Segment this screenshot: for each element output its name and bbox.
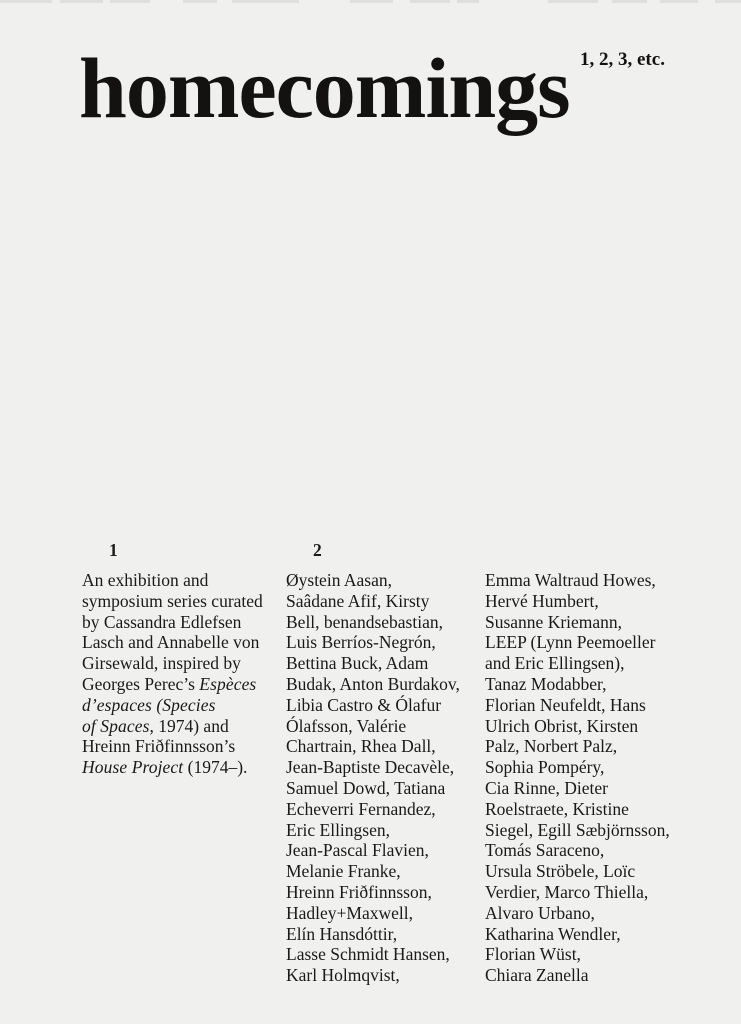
scan-artifact-dash [410,0,450,3]
scan-artifact-dash [60,0,103,3]
column-participants-2-number [485,540,685,561]
scan-artifact-dash [457,0,479,3]
scan-artifact-dash [660,0,698,3]
scan-artifact-dash [548,0,598,3]
scan-artifact-dash [0,0,52,3]
column-participants-1 [286,540,486,986]
column-intro-text: An exhibition and symposium series curated by Cassandra Edlefsen Lasch and Annabelle von Girsewald, inspired by Georges Perec’s Espèces d’espaces (Species of Spaces, 1974) and Hreinn Friðfinnsson’s House Project (1974–). [82,570,263,778]
scan-artifact-dash [110,0,150,3]
scan-artifact-row [0,0,741,5]
column-participants-1-text: Øystein Aasan, Saâdane Afif, Kirsty Bell, benandsebastian, Luis Berríos-Negrón, Bettina Buck, Adam Budak, Anton Burdakov, Libia Castro & Ólafur Ólafsson, Valérie Chartrain, Rhea Dall, Jean-Baptiste Decavèle, Samuel Dowd, Tatiana Echeverri Fernandez, Eric Ellingsen, Jean-Pascal Flavien, Melanie Franke, Hreinn Friðfinnsson, Hadley+Maxwell, Elín Hansdóttir, Lasse Schmidt Hansen, Karl Holmqvist, [286,570,460,986]
scan-artifact-dash [232,0,299,3]
scan-artifact-dash [612,0,647,3]
column-participants-2-text: Emma Waltraud Howes, Hervé Humbert, Susanne Kriemann, LEEP (Lynn Peemoeller and Eric Ellingsen), Tanaz Modabber, Florian Neufeldt, Hans Ulrich Obrist, Kirsten Palz, Norbert Palz, Sophia Pompéry, Cia Rinne, Dieter Roelstraete, Kristine Siegel, Egill Sæbjörnsson, Tomás Saraceno, Ursula Ströbele, Loïc Verdier, Marco Thiella, Alvaro Urbano, Katharina Wendler, Florian Wüst, Chiara Zanella [485,570,670,986]
scan-artifact-dash [715,0,741,3]
column-participants-2 [485,540,685,986]
column-intro [82,540,282,778]
column-intro-number: 1 [109,540,118,560]
scan-artifact-dash [350,0,393,3]
column-participants-1-number: 2 [313,540,322,560]
title-superscript: 1, 2, 3, etc. [580,49,665,70]
scan-artifact-dash [183,0,217,3]
page-title: homecomings [79,40,570,136]
